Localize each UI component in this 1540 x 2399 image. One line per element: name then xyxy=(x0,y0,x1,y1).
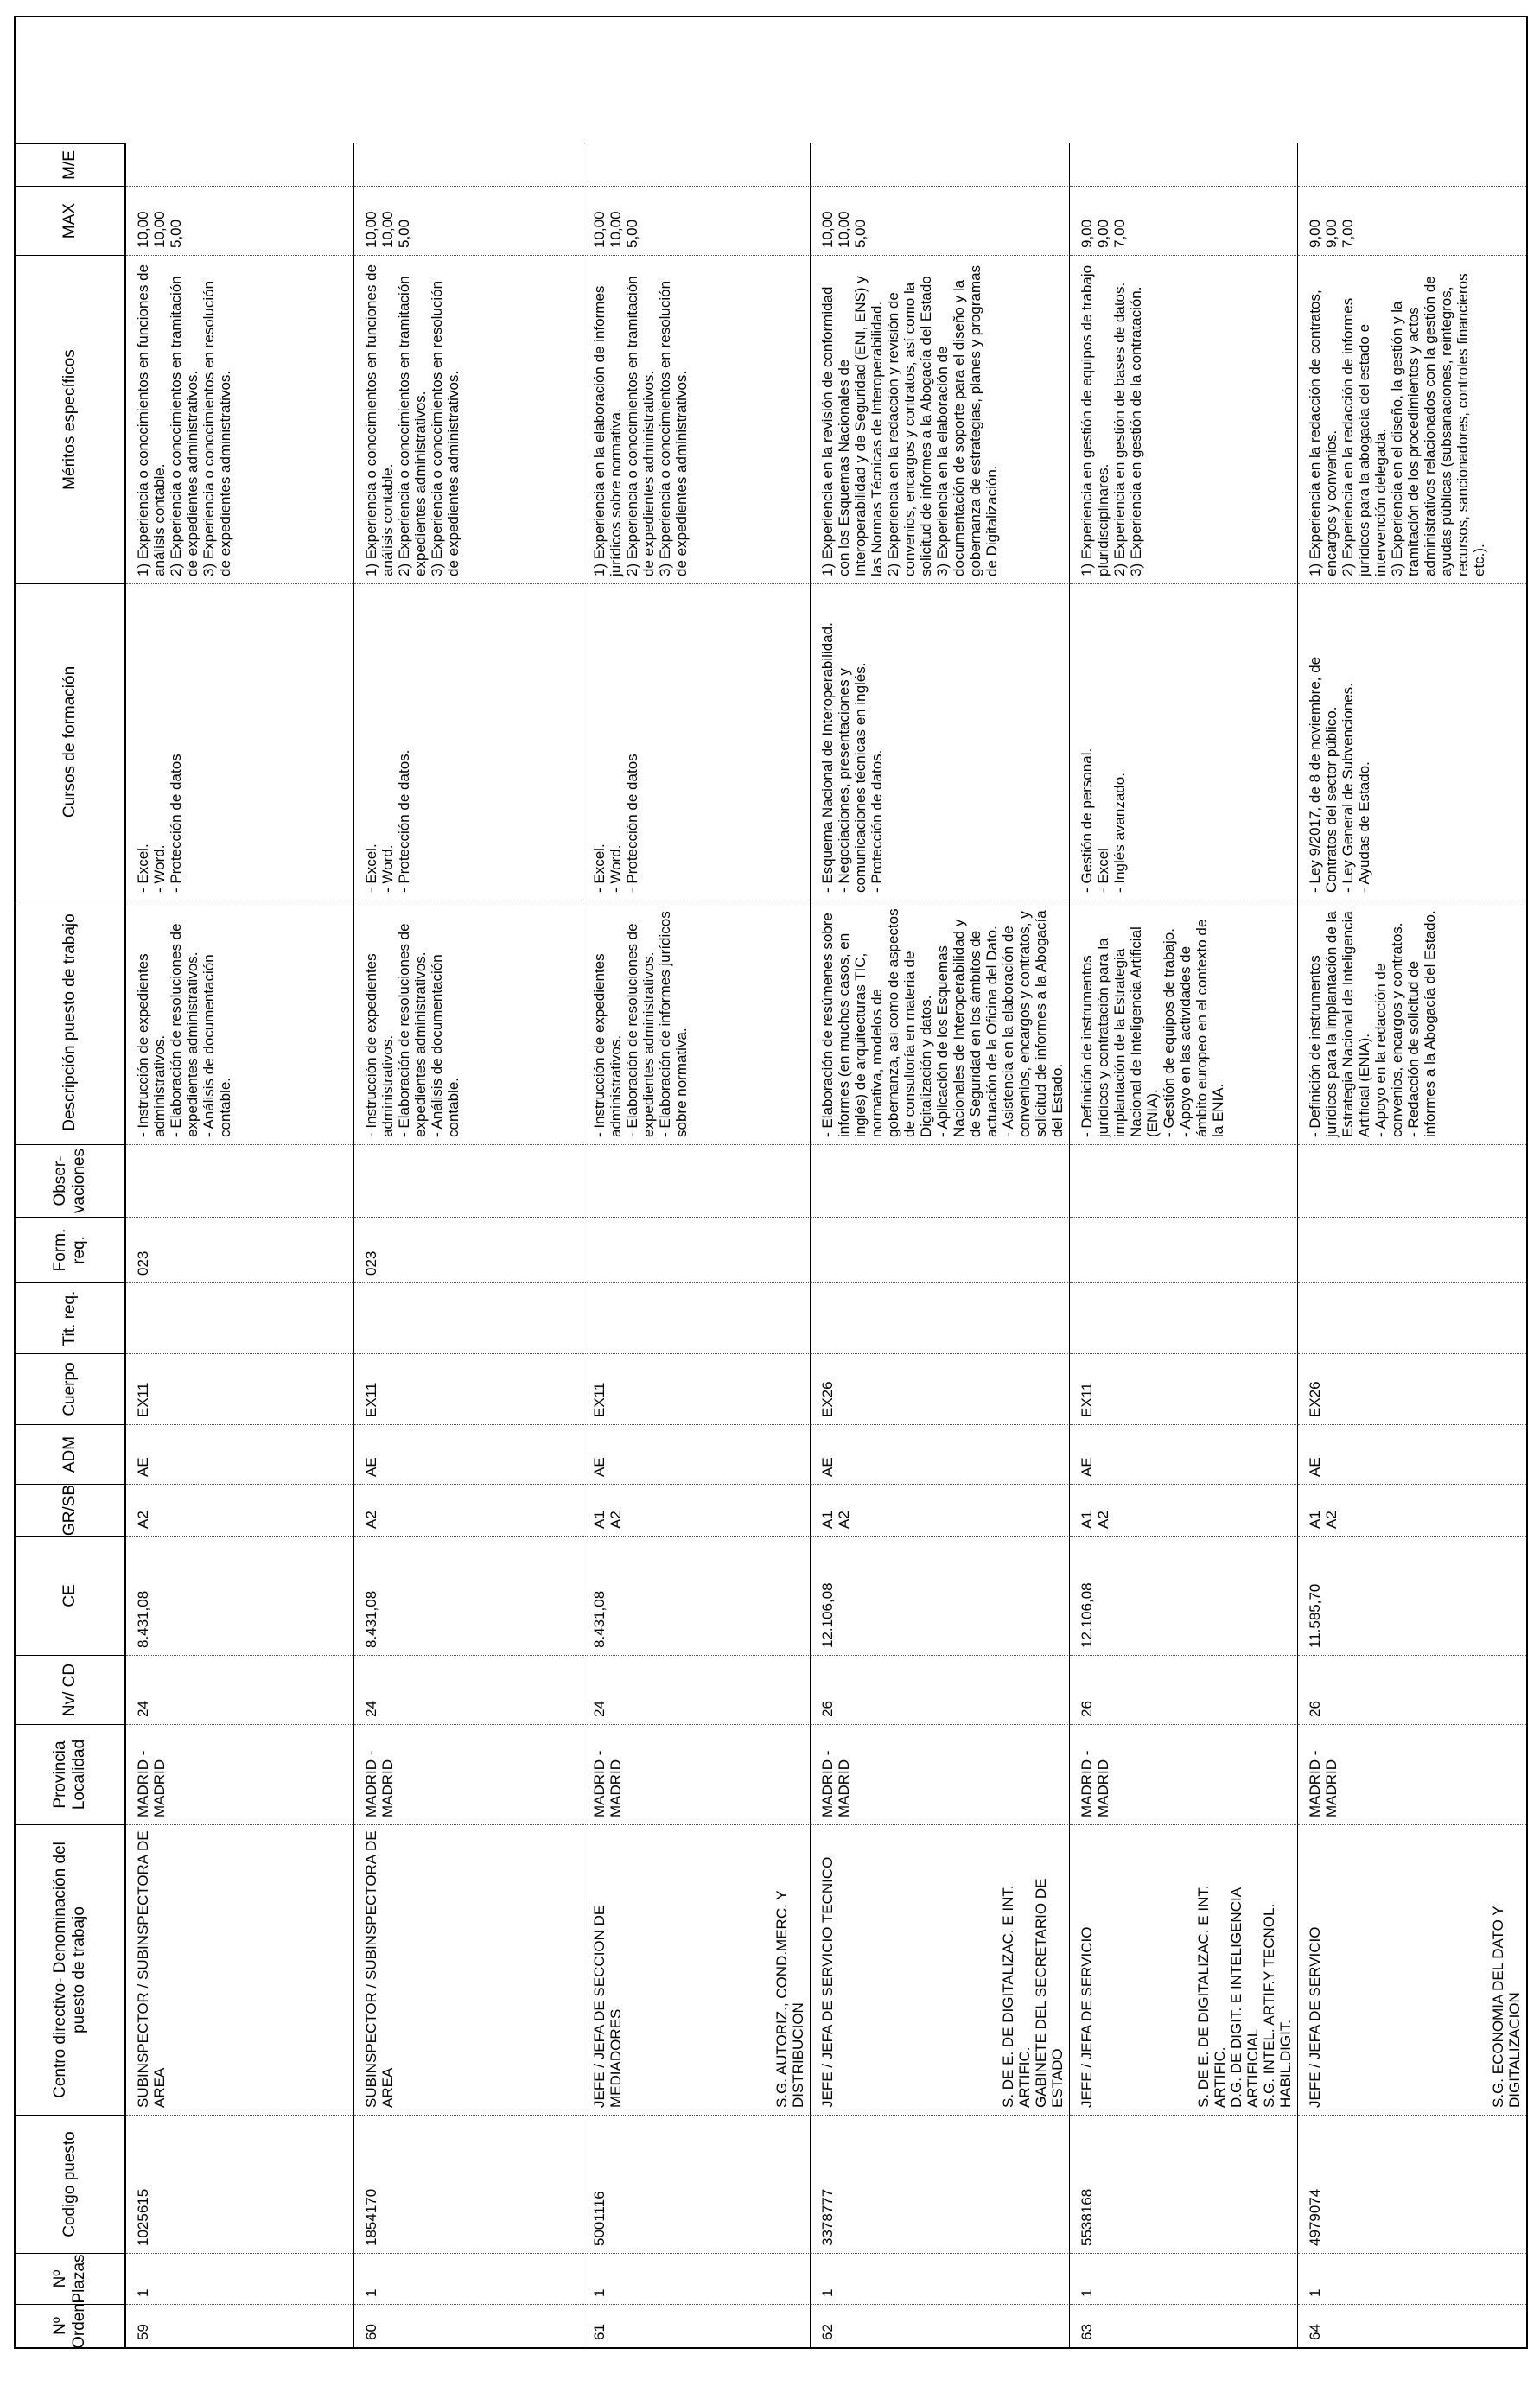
puesto-denominacion: SUBINSPECTOR / SUBINSPECTORA DE AREA xyxy=(363,1830,396,2108)
cuerpo-cell: EX26 xyxy=(1298,1353,1526,1424)
grupo-cell: A1 A2 xyxy=(1070,1484,1298,1536)
meritos-line: 3) Experiencia o conocimientos en resolución de expedientes administrativos. xyxy=(429,280,461,576)
plazas-cell: 1 xyxy=(582,2253,811,2304)
meritos-line: 1) Experiencia o conocimientos en funciones de análisis contable. xyxy=(135,264,168,576)
descripcion-cell xyxy=(354,900,582,1144)
cursos-cell xyxy=(811,583,1070,900)
codigo-cell: 5001116 xyxy=(582,2115,811,2253)
me-cell xyxy=(1070,143,1298,186)
meritos-line: 3) Experiencia o conocimientos en resolución de expedientes administrativos. xyxy=(200,280,233,576)
orden-cell: 62 xyxy=(811,2304,1070,2347)
cursos-line: - Word. xyxy=(379,844,396,893)
centro-cell xyxy=(126,1824,354,2115)
cuerpo-cell: EX11 xyxy=(582,1353,811,1424)
adm-cell: AE xyxy=(1298,1424,1526,1484)
header-nivel: Nv/ CD xyxy=(16,1655,126,1724)
max-line: 7,00 xyxy=(1111,219,1128,248)
cursos-line: - Ayudas de Estado. xyxy=(1356,761,1372,893)
centro-directivo-unit: S.G. INTEL. ARTIF.Y TECNOL. HABIL.DIGIT. xyxy=(1261,1903,1294,2108)
provincia-cell: MADRID - MADRID xyxy=(1298,1724,1526,1824)
tit-cell xyxy=(1070,1282,1298,1353)
centro-cell xyxy=(1298,1824,1526,2115)
centro-directivo-unit: S. DE E. DE DIGITALIZAC. E INT. ARTIFIC. xyxy=(1195,1885,1228,2108)
codigo-cell: 5538168 xyxy=(1070,2115,1298,2253)
meritos-line: 3) Experiencia en el diseño, la gestión y la tramitación de los procedimientos y actos administrativos relacionados con la gestión de ayudas públicas (subsanaciones, reintegros, recursos, sancionadores, controles financieros etc.). xyxy=(1389,273,1487,576)
header-codigo: Codigo puesto xyxy=(16,2115,126,2253)
cursos-cell xyxy=(1298,583,1526,900)
form-cell xyxy=(1298,1217,1526,1282)
tit-cell xyxy=(1298,1282,1526,1353)
adm-cell: AE xyxy=(126,1424,354,1484)
obs-cell xyxy=(1298,1144,1526,1217)
adm-cell: AE xyxy=(811,1424,1070,1484)
centro-directivo-unit: S.G. ECONOMIA DEL DATO Y DIGITALIZACION xyxy=(1490,1906,1523,2108)
cursos-line: - Excel. xyxy=(135,843,151,893)
descripcion-line: - Instrucción de expedientes administrativos. xyxy=(591,953,624,1137)
descripcion-line: - Instrucción de expedientes administrativos. xyxy=(135,953,168,1137)
header-provincia: Provincia Localidad xyxy=(16,1724,126,1824)
cursos-line: - Excel. xyxy=(363,843,379,893)
centro-content xyxy=(1079,1830,1294,2108)
max-line: 5,00 xyxy=(396,219,412,248)
centro-units xyxy=(1000,1830,1066,2108)
centro-content xyxy=(1307,1830,1523,2108)
descripcion-line: - Instrucción de expedientes administrativos. xyxy=(363,953,396,1137)
cursos-line: - Excel. xyxy=(591,843,608,893)
cuerpo-cell: EX26 xyxy=(811,1353,1070,1424)
provincia-cell: MADRID - MADRID xyxy=(1070,1724,1298,1824)
provincia-cell: MADRID - MADRID xyxy=(811,1724,1070,1824)
centro-cell xyxy=(811,1824,1070,2115)
ce-cell: 8.431,08 xyxy=(582,1536,811,1655)
meritos-line: 2) Experiencia o conocimientos en tramitación de expedientes administrativos. xyxy=(624,276,657,576)
centro-directivo-unit: S. DE E. DE DIGITALIZAC. E INT. ARTIFIC. xyxy=(1000,1885,1033,2108)
header-cursos: Cursos de formación xyxy=(16,583,126,900)
codigo-cell: 4979074 xyxy=(1298,2115,1526,2253)
cursos-cell xyxy=(354,583,582,900)
tit-cell xyxy=(582,1282,811,1353)
centro-directivo-unit: S.G. AUTORIZ., COND.MERC. Y DISTRIBUCION xyxy=(773,1890,806,2108)
grupo-cell: A2 xyxy=(354,1484,582,1536)
grupo-cell: A1 A2 xyxy=(1298,1484,1526,1536)
orden-cell: 63 xyxy=(1070,2304,1298,2347)
meritos-cell xyxy=(354,255,582,583)
header-meritos: Méritos específicos xyxy=(16,255,126,583)
max-line: 9,00 xyxy=(1095,219,1111,248)
header-tit: Tit. req. xyxy=(16,1282,126,1353)
puesto-denominacion: SUBINSPECTOR / SUBINSPECTORA DE AREA xyxy=(135,1830,168,2108)
meritos-line: 3) Experiencia en la elaboración de documentación de soporte para el diseño y la gobernanza de estrategias, planes y programas de Digitalización. xyxy=(934,264,1000,576)
plazas-cell: 1 xyxy=(1298,2253,1526,2304)
provincia-cell: MADRID - MADRID xyxy=(582,1724,811,1824)
adm-cell: AE xyxy=(354,1424,582,1484)
nivel-cell: 24 xyxy=(582,1655,811,1724)
ce-cell: 8.431,08 xyxy=(126,1536,354,1655)
cursos-cell xyxy=(582,583,811,900)
centro-units xyxy=(773,1830,806,2108)
ce-cell: 12.106,08 xyxy=(811,1536,1070,1655)
plazas-cell: 1 xyxy=(811,2253,1070,2304)
max-cell xyxy=(811,186,1070,255)
form-cell: 023 xyxy=(354,1217,582,1282)
form-cell xyxy=(582,1217,811,1282)
obs-cell xyxy=(582,1144,811,1217)
descripcion-line: - Elaboración de resoluciones de expedientes administrativos. xyxy=(624,923,657,1137)
cursos-line: - Protección de datos xyxy=(168,754,184,893)
ce-cell: 11.585,70 xyxy=(1298,1536,1526,1655)
max-cell xyxy=(582,186,811,255)
descripcion-cell xyxy=(582,900,811,1144)
max-line: 5,00 xyxy=(168,219,184,248)
max-line: 10,00 xyxy=(591,211,608,248)
adm-cell: AE xyxy=(1070,1424,1298,1484)
max-line: 10,00 xyxy=(819,211,836,248)
max-line: 5,00 xyxy=(852,219,869,248)
max-line: 5,00 xyxy=(624,219,640,248)
cursos-line: - Protección de datos xyxy=(624,754,640,893)
max-cell xyxy=(1298,186,1526,255)
ce-cell: 8.431,08 xyxy=(354,1536,582,1655)
cursos-line: - Word. xyxy=(608,844,624,893)
centro-directivo-unit: GABINETE DEL SECRETARIO DE ESTADO xyxy=(1033,1878,1066,2108)
vacancies-table xyxy=(14,16,1528,2349)
centro-cell xyxy=(582,1824,811,2115)
centro-content xyxy=(135,1830,350,2108)
meritos-line: 1) Experiencia en la revisión de conformidad con los Esquemas Nacionales de Interoperabilidad y de Seguridad (ENI, ENS) y las Normas Técnicas de Interoperabilidad. xyxy=(819,276,885,576)
descripcion-cell xyxy=(126,900,354,1144)
meritos-cell xyxy=(582,255,811,583)
cursos-line: - Protección de datos. xyxy=(869,749,885,893)
codigo-cell: 1025615 xyxy=(126,2115,354,2253)
meritos-line: 1) Experiencia o conocimientos en funciones de análisis contable. xyxy=(363,264,396,576)
form-cell xyxy=(1070,1217,1298,1282)
me-cell xyxy=(1298,143,1526,186)
max-line: 10,00 xyxy=(363,211,379,248)
descripcion-line: - Apoyo en las actividades de ámbito europeo en el contexto de la ENIA. xyxy=(1177,919,1226,1137)
max-cell xyxy=(354,186,582,255)
descripcion-line: - Elaboración de resoluciones de expedientes administrativos. xyxy=(168,923,200,1137)
cursos-line: - Ley 9/2017, de 8 de noviembre, de Contratos del sector público. xyxy=(1307,656,1340,893)
header-me: M/E xyxy=(16,143,126,186)
max-line: 9,00 xyxy=(1323,219,1340,248)
centro-content xyxy=(363,1830,578,2108)
cursos-line: - Esquema Nacional de Interoperabilidad. xyxy=(819,622,836,893)
plazas-cell: 1 xyxy=(1070,2253,1298,2304)
cursos-line: - Negociaciones, presentaciones y comunicaciones técnicas en inglés. xyxy=(836,662,869,893)
header-orden: Nº Orden xyxy=(16,2304,126,2347)
descripcion-line: - Asistencia en la elaboración de convenios, encargos y contratos, y solicitud de informes a la Abogacía del Estado. xyxy=(1000,910,1066,1137)
codigo-cell: 3378777 xyxy=(811,2115,1070,2253)
header-adm: ADM xyxy=(16,1424,126,1484)
header-cuerpo: Cuerpo xyxy=(16,1353,126,1424)
descripcion-line: - Apoyo en la redacción de convenios, encargos y contratos. xyxy=(1372,922,1405,1137)
centro-content xyxy=(819,1830,1066,2108)
header-max: MAX xyxy=(16,186,126,255)
meritos-cell xyxy=(1298,255,1526,583)
nivel-cell: 24 xyxy=(126,1655,354,1724)
meritos-line: 1) Experiencia en la elaboración de informes jurídicos sobre normativa. xyxy=(591,285,624,576)
descripcion-line: - Aplicación de los Esquemas Nacionales de Interoperabilidad y de Seguridad en los ámbitos de actuación de la Oficina del Dato. xyxy=(934,919,1000,1137)
descripcion-line: - Elaboración de resúmenes sobre informes (en muchos casos, en inglés) de arquitecturas TIC, normativa, modelos de gobernanza, así como de aspectos de consultoría en materia de Digitalización y datos. xyxy=(819,908,934,1137)
codigo-cell: 1854170 xyxy=(354,2115,582,2253)
cuerpo-cell: EX11 xyxy=(354,1353,582,1424)
grupo-cell: A1 A2 xyxy=(582,1484,811,1536)
tit-cell xyxy=(126,1282,354,1353)
descripcion-line: - Análisis de documentación contable. xyxy=(200,954,233,1137)
obs-cell xyxy=(354,1144,582,1217)
descripcion-cell xyxy=(1298,900,1526,1144)
nivel-cell: 26 xyxy=(1298,1655,1526,1724)
me-cell xyxy=(126,143,354,186)
cursos-line: - Excel xyxy=(1095,848,1111,893)
tit-cell xyxy=(354,1282,582,1353)
descripcion-line: - Gestión de equipos de trabajo. xyxy=(1161,928,1177,1137)
max-line: 10,00 xyxy=(608,211,624,248)
obs-cell xyxy=(126,1144,354,1217)
max-line: 10,00 xyxy=(379,211,396,248)
obs-cell xyxy=(1070,1144,1298,1217)
max-line: 9,00 xyxy=(1307,219,1323,248)
provincia-cell: MADRID - MADRID xyxy=(126,1724,354,1824)
centro-units xyxy=(1490,1830,1523,2108)
orden-cell: 64 xyxy=(1298,2304,1526,2347)
cursos-cell xyxy=(1070,583,1298,900)
plazas-cell: 1 xyxy=(354,2253,582,2304)
meritos-line: 3) Experiencia o conocimientos en resolución de expedientes administrativos. xyxy=(657,280,690,576)
meritos-cell xyxy=(126,255,354,583)
grupo-cell: A1 A2 xyxy=(811,1484,1070,1536)
max-line: 10,00 xyxy=(836,211,852,248)
puesto-denominacion: JEFE / JEFA DE SERVICIO xyxy=(1307,1926,1323,2108)
max-cell xyxy=(126,186,354,255)
header-form: Form. req. xyxy=(16,1217,126,1282)
cursos-line: - Inglés avanzado. xyxy=(1111,773,1128,893)
header-obs: Obser- vaciones xyxy=(16,1144,126,1217)
descripcion-line: - Elaboración de resoluciones de expedientes administrativos. xyxy=(396,923,429,1137)
descripcion-line: - Redacción de solicitud de informes a la Abogacía del Estado. xyxy=(1405,910,1438,1137)
cuerpo-cell: EX11 xyxy=(126,1353,354,1424)
header-descripcion: Descripción puesto de trabajo xyxy=(16,900,126,1144)
descripcion-cell xyxy=(811,900,1070,1144)
meritos-cell xyxy=(1070,255,1298,583)
plazas-cell: 1 xyxy=(126,2253,354,2304)
centro-directivo-unit: D.G. DE DIGIT. E INTELIGENCIA ARTIFICIAL xyxy=(1228,1887,1261,2108)
descripcion-line: - Elaboración de informes jurídicos sobre normativa. xyxy=(657,911,690,1137)
meritos-line: 2) Experiencia en la redacción y revisión de convenios, encargos y contratos, así como la solicitud de informes a la Abogacía del Estado xyxy=(885,276,934,576)
cursos-line: - Gestión de personal. xyxy=(1079,748,1095,893)
me-cell xyxy=(582,143,811,186)
cursos-line: - Word. xyxy=(151,844,168,893)
centro-content xyxy=(591,1830,806,2108)
descripcion-line: - Definición de instrumentos jurídicos y contratación para la implantación de la Estrategia Nacional de Inteligencia Artificial (ENIA). xyxy=(1079,926,1161,1137)
tit-cell xyxy=(811,1282,1070,1353)
descripcion-line: - Análisis de documentación contable. xyxy=(429,954,461,1137)
meritos-line: 2) Experiencia o conocimientos en tramitación de expedientes administrativos. xyxy=(168,276,200,576)
meritos-line: 2) Experiencia en gestión de bases de datos. xyxy=(1111,282,1128,576)
header-ce: CE xyxy=(16,1536,126,1655)
meritos-line: 2) Experiencia o conocimientos en tramitación expedientes administrativos. xyxy=(396,276,429,576)
meritos-line: 1) Experiencia en la redacción de contratos, encargos y convenios. xyxy=(1307,290,1340,576)
provincia-cell: MADRID - MADRID xyxy=(354,1724,582,1824)
header-centro: Centro directivo- Denominación del puesto de trabajo xyxy=(16,1824,126,2115)
meritos-cell xyxy=(811,255,1070,583)
meritos-line: 1) Experiencia en gestión de equipos de trabajo pluridisciplinares. xyxy=(1079,264,1111,576)
cuerpo-cell: EX11 xyxy=(1070,1353,1298,1424)
me-cell xyxy=(811,143,1070,186)
form-cell: 023 xyxy=(126,1217,354,1282)
adm-cell: AE xyxy=(582,1424,811,1484)
grupo-cell: A2 xyxy=(126,1484,354,1536)
obs-cell xyxy=(811,1144,1070,1217)
cursos-line: - Ley General de Subvenciones. xyxy=(1340,683,1356,893)
max-line: 7,00 xyxy=(1340,219,1356,248)
me-cell xyxy=(354,143,582,186)
centro-cell xyxy=(354,1824,582,2115)
orden-cell: 60 xyxy=(354,2304,582,2347)
descripcion-cell xyxy=(1070,900,1298,1144)
ce-cell: 12.106,08 xyxy=(1070,1536,1298,1655)
nivel-cell: 24 xyxy=(354,1655,582,1724)
descripcion-line: - Definición de instrumentos jurídicos para la implantación de la Estrategia Nacional de Inteligencia Artificial (ENIA). xyxy=(1307,911,1372,1137)
puesto-denominacion: JEFE / JEFA DE SERVICIO xyxy=(1079,1926,1095,2108)
form-cell xyxy=(811,1217,1070,1282)
puesto-denominacion: JEFE / JEFA DE SERVICIO TECNICO xyxy=(819,1856,836,2108)
max-line: 10,00 xyxy=(135,211,151,248)
centro-cell xyxy=(1070,1824,1298,2115)
orden-cell: 61 xyxy=(582,2304,811,2347)
max-line: 10,00 xyxy=(151,211,168,248)
meritos-line: 2) Experiencia en la redacción de informes jurídicos para la abogacía del estado e intervención delegada. xyxy=(1340,297,1389,576)
max-cell xyxy=(1070,186,1298,255)
cursos-cell xyxy=(126,583,354,900)
cursos-line: - Protección de datos. xyxy=(396,749,412,893)
header-plazas: Nº Plazas xyxy=(16,2253,126,2304)
meritos-line: 3) Experiencia en gestión de la contratación. xyxy=(1128,286,1144,576)
puesto-denominacion: JEFE / JEFA DE SECCION DE MEDIADORES xyxy=(591,1905,624,2108)
max-line: 9,00 xyxy=(1079,219,1095,248)
header-grupo: GR/SB xyxy=(16,1484,126,1536)
nivel-cell: 26 xyxy=(811,1655,1070,1724)
orden-cell: 59 xyxy=(126,2304,354,2347)
centro-units xyxy=(1195,1830,1294,2108)
nivel-cell: 26 xyxy=(1070,1655,1298,1724)
